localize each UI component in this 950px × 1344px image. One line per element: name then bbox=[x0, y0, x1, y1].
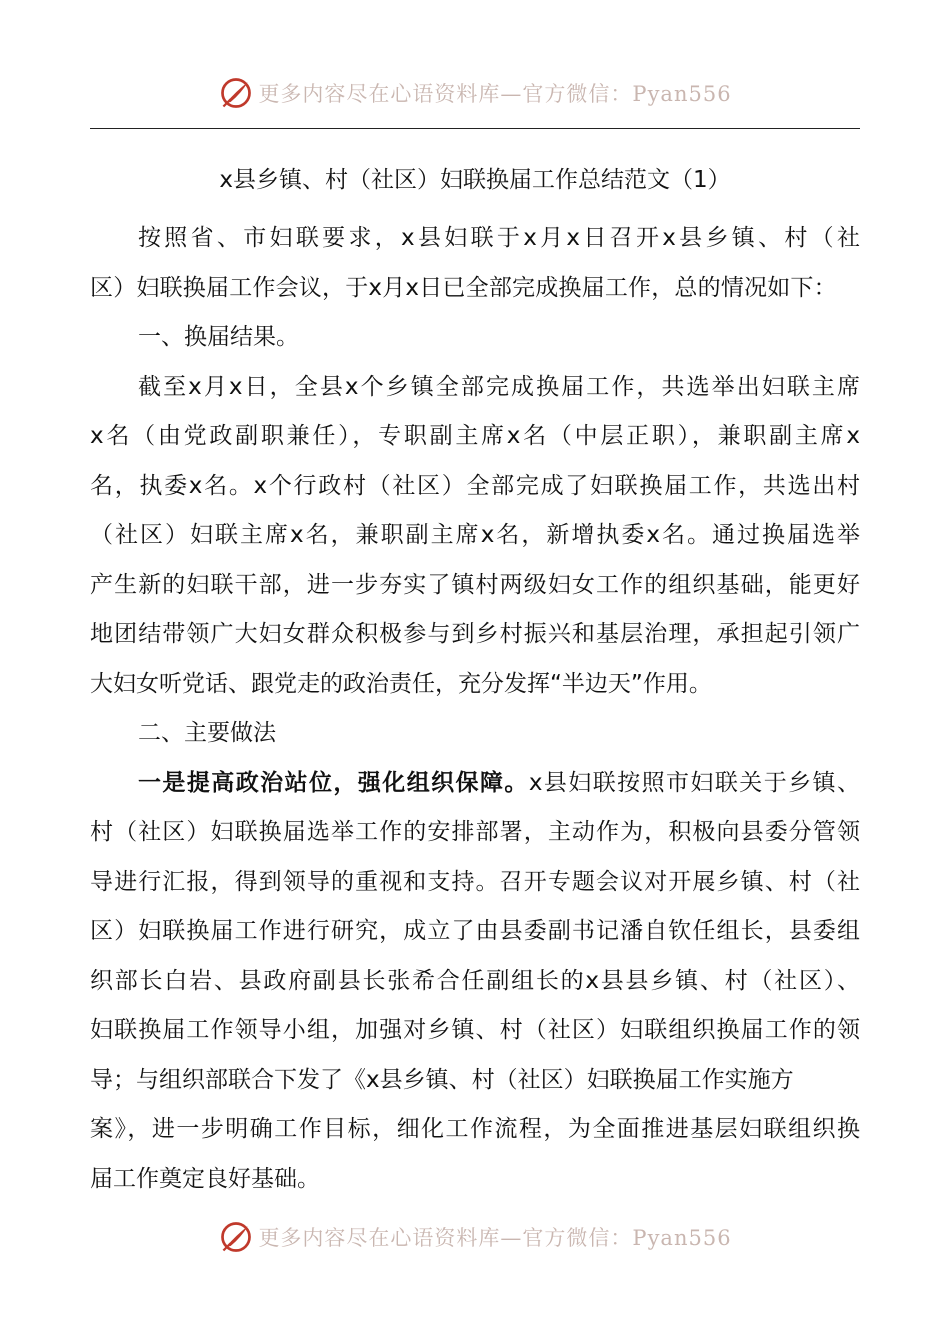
paragraph-line: 妇联换届工作领导小组，加强对乡镇、村（社区）妇联组织换届工作的领 bbox=[90, 1017, 860, 1043]
paragraph-line: 织部长白岩、县政府副县长张希合任副组长的x县县乡镇、村（社区）、 bbox=[90, 967, 860, 994]
paragraph-line: x名（由党政副职兼任），专职副主席x名（中层正职），兼职副主席x bbox=[90, 423, 860, 449]
quill-logo-icon bbox=[218, 1219, 254, 1255]
document-body bbox=[90, 214, 860, 1204]
watermark-footer bbox=[0, 1212, 950, 1262]
watermark-text: 更多内容尽在心语资料库—官方微信：Pyan556 bbox=[258, 1226, 732, 1250]
paragraph-line: 案》，进一步明确工作目标，细化工作流程，为全面推进基层妇联组织换 bbox=[90, 1116, 860, 1142]
watermark-text: 更多内容尽在心语资料库—官方微信：Pyan556 bbox=[258, 82, 732, 106]
paragraph-line: 截至x月x日，全县x个乡镇全部完成换届工作，共选举出妇联主席 bbox=[138, 373, 860, 400]
quill-logo-icon bbox=[218, 75, 254, 111]
paragraph-line bbox=[90, 759, 860, 809]
paragraph-line: 村（社区）妇联换届选举工作的安排部署，主动作为，积极向县委分管领 bbox=[90, 819, 860, 845]
paragraph-line: 届工作奠定良好基础。 bbox=[90, 1165, 320, 1192]
bold-lead-text: 一是提高政治站位，强化组织保障。 bbox=[138, 769, 529, 796]
paragraph-line: 区）妇联换届工作进行研究，成立了由县委副书记潘自钦任组长，县委组 bbox=[90, 918, 860, 944]
paragraph-line: 区）妇联换届工作会议，于x月x日已全部完成换届工作，总的情况如下： bbox=[90, 274, 837, 301]
paragraph-line: 产生新的妇联干部，进一步夯实了镇村两级妇女工作的组织基础，能更好 bbox=[90, 571, 860, 598]
paragraph-line: 名，执委x名。x个行政村（社区）全部完成了妇联换届工作，共选出村 bbox=[90, 472, 860, 499]
paragraph-line: 导；与组织部联合下发了《x县乡镇、村（社区）妇联换届工作实施方 bbox=[90, 1066, 794, 1093]
paragraph-line: 大妇女听党话、跟党走的政治责任，充分发挥“半边天”作用。 bbox=[90, 670, 712, 697]
paragraph-text: x县妇联按照市妇联关于乡镇、 bbox=[528, 769, 860, 796]
paragraph-line: 地团结带领广大妇女群众积极参与到乡村振兴和基层治理，承担起引领广 bbox=[90, 621, 860, 647]
paragraph-line: （社区）妇联主席x名，兼职副主席x名，新增执委x名。通过换届选举 bbox=[90, 522, 860, 548]
watermark-header bbox=[0, 68, 950, 118]
paragraph-line: 导进行汇报，得到领导的重视和支持。召开专题会议对开展乡镇、村（社 bbox=[90, 868, 860, 895]
section-heading: 二、主要做法 bbox=[138, 720, 276, 746]
section-heading: 一、换届结果。 bbox=[138, 324, 299, 350]
paragraph-line: 按照省、市妇联要求，x县妇联于x月x日召开x县乡镇、村（社 bbox=[138, 225, 860, 251]
document-title: x县乡镇、村（社区）妇联换届工作总结范文（1） bbox=[219, 167, 731, 193]
header-divider bbox=[90, 128, 860, 129]
